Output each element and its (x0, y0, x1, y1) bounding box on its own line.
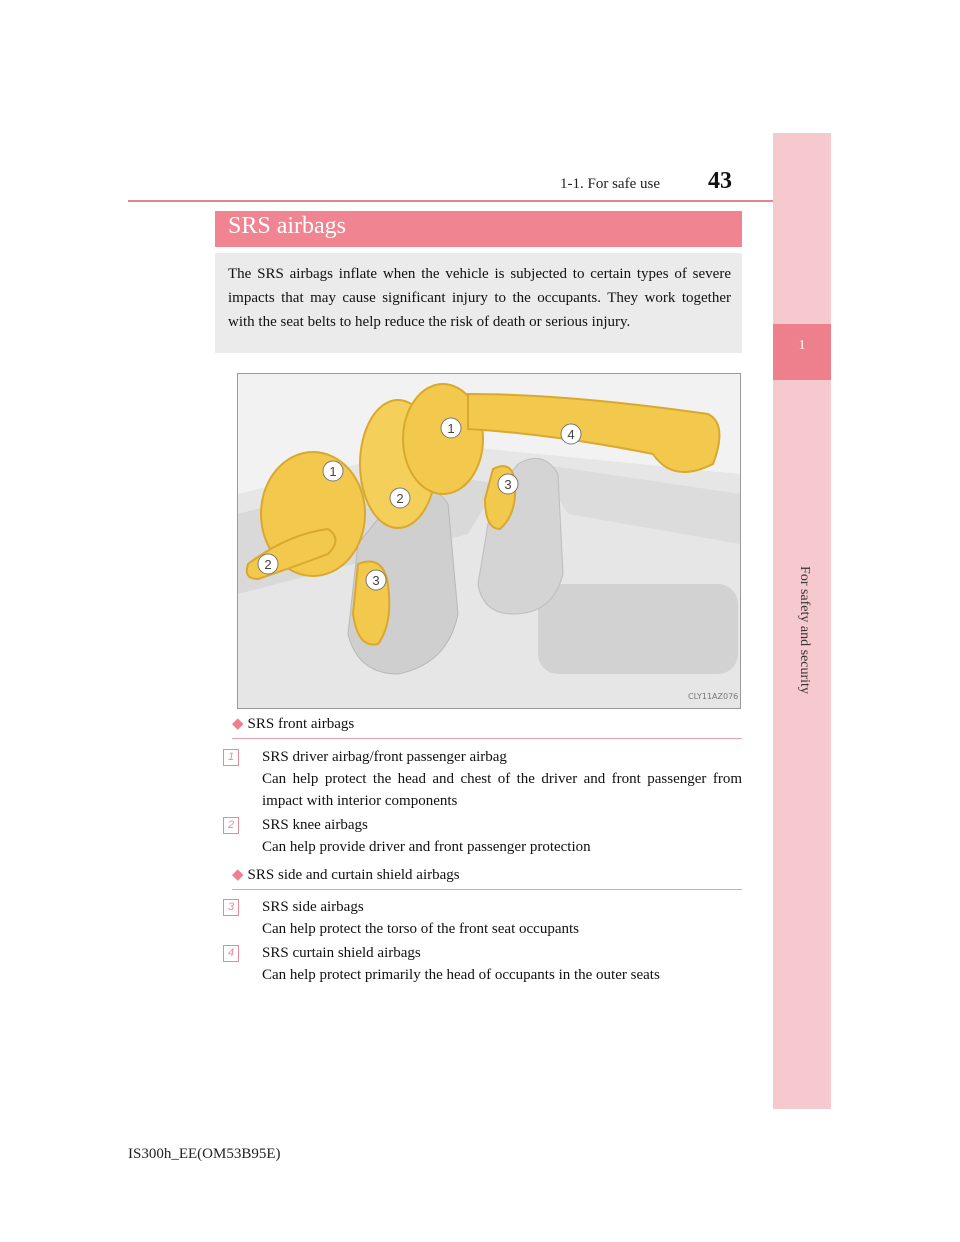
section-reference: 1-1. For safe use (560, 176, 660, 192)
item-description: Can help provide driver and front passenger protection (262, 839, 591, 855)
callout-label: 4 (567, 427, 575, 442)
airbag-illustration-svg (238, 374, 740, 708)
chapter-number: 1 (798, 338, 806, 353)
list-item (262, 814, 742, 858)
item-number-badge: 3 (223, 899, 239, 916)
item-title: SRS knee airbags (262, 817, 368, 833)
airbag-illustration (237, 373, 741, 709)
item-description: Can help protect primarily the head of occupants in the outer seats (262, 967, 660, 983)
chapter-title: For safety and security (797, 566, 812, 694)
item-number-badge: 1 (223, 749, 239, 766)
callout-label: 2 (396, 491, 404, 506)
figure-code: CLY11AZ076 (688, 692, 739, 701)
chapter-title-vertical (792, 566, 812, 694)
subheading-front-airbags (232, 714, 354, 736)
list-item (262, 942, 742, 986)
manual-code-footer: IS300h_EE(OM53B95E) (128, 1146, 281, 1162)
callout-label: 1 (329, 464, 337, 479)
item-title: SRS side airbags (262, 899, 364, 915)
intro-text: The SRS airbags inflate when the vehicle is subjected to certain types of severe impacts that may cause significant injury to the occupants. They work together with the seat belts to help reduce the risk of death or serious injury. (228, 266, 731, 330)
callout-label: 3 (372, 573, 380, 588)
subheading-text: SRS front airbags (247, 716, 355, 732)
callout-label: 1 (447, 421, 455, 436)
list-item (262, 896, 742, 940)
item-number-badge: 4 (223, 945, 239, 962)
diamond-bullet-icon: ◆ (232, 716, 244, 732)
section-title: SRS airbags (228, 213, 347, 239)
diamond-bullet-icon: ◆ (232, 867, 244, 883)
item-description: Can help protect the torso of the front seat occupants (262, 921, 579, 937)
subheading-side-curtain-airbags (232, 865, 460, 887)
header-rule (128, 200, 831, 202)
callout-label: 3 (504, 477, 512, 492)
item-title: SRS curtain shield airbags (262, 945, 421, 961)
callout-label: 2 (264, 557, 272, 572)
rear-seat (538, 584, 738, 674)
subheading-rule (232, 889, 742, 890)
page-number: 43 (708, 168, 732, 194)
item-number-badge: 2 (223, 817, 239, 834)
subheading-text: SRS side and curtain shield airbags (247, 867, 460, 883)
subheading-rule (232, 738, 742, 739)
item-title: SRS driver airbag/front passenger airbag (262, 749, 507, 765)
list-item (262, 746, 742, 812)
item-description: Can help protect the head and chest of the driver and front passenger from impact with interior components (262, 771, 742, 809)
